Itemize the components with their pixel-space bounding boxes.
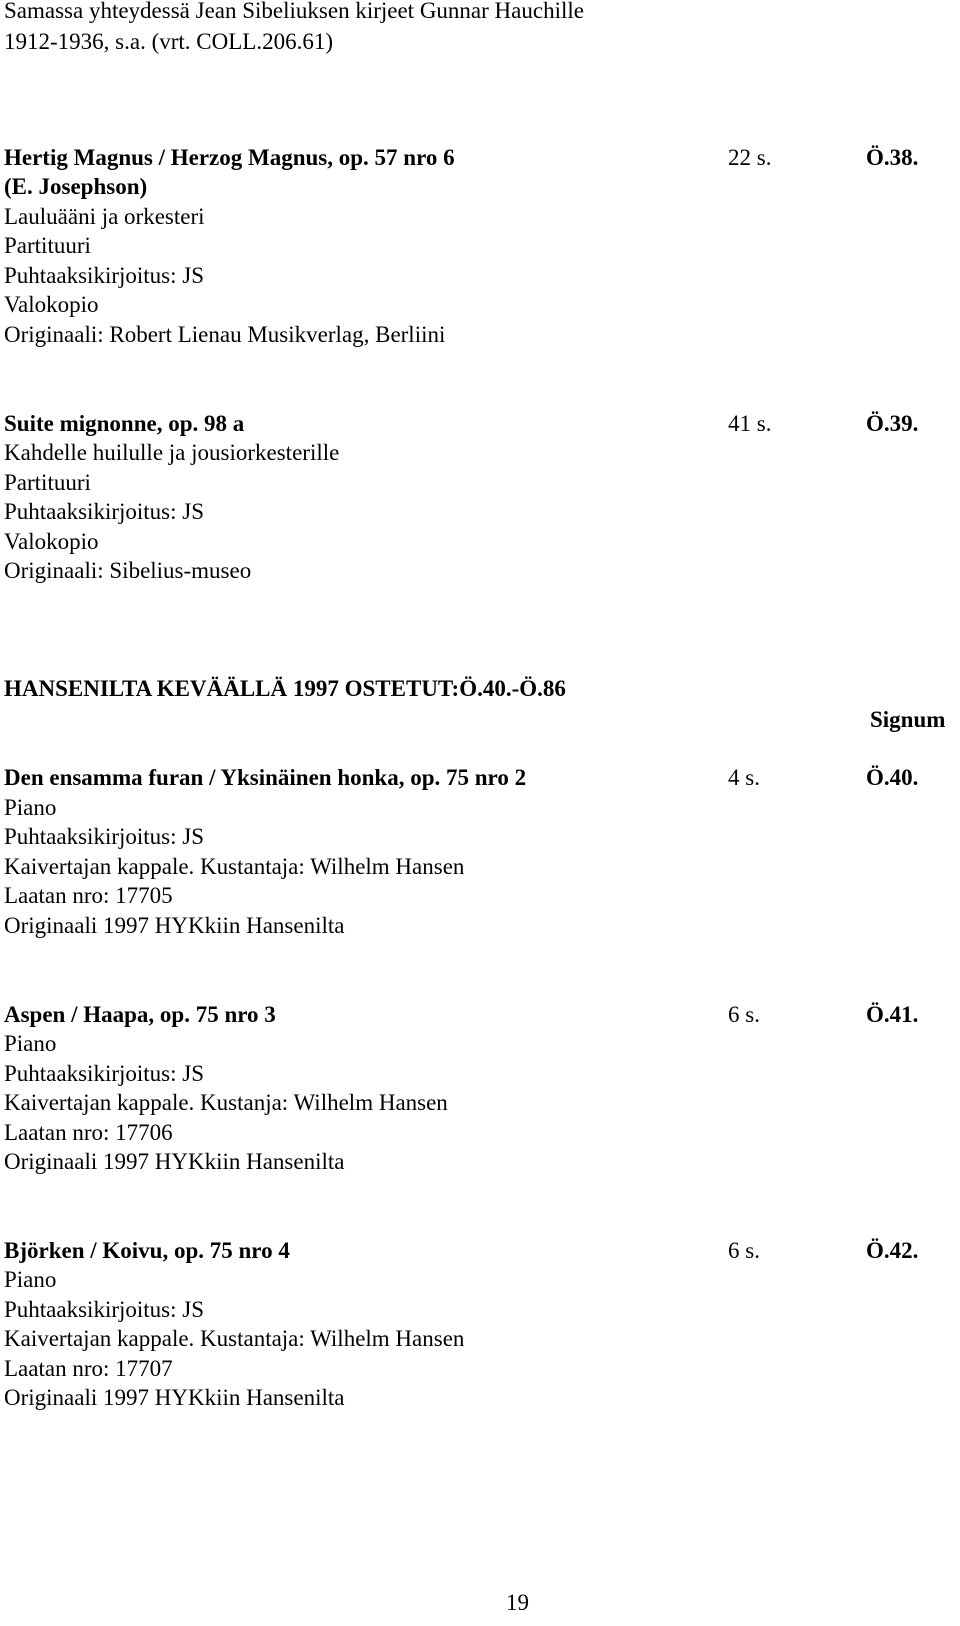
entry-detail: Originaali: Sibelius-museo [4, 558, 252, 583]
entry-detail: Puhtaaksikirjoitus: JS [4, 824, 204, 849]
entry-detail: Kaivertajan kappale. Kustanja: Wilhelm Hansen [4, 1090, 448, 1115]
entry-detail: Puhtaaksikirjoitus: JS [4, 1061, 204, 1086]
entry-pages: 41 s. [728, 411, 772, 436]
entry-title: Hertig Magnus / Herzog Magnus, op. 57 nro 6 [4, 145, 455, 170]
entry-detail: Partituuri [4, 233, 91, 258]
entry-detail: Partituuri [4, 470, 91, 495]
entry-detail: Puhtaaksikirjoitus: JS [4, 499, 204, 524]
entry-title: Den ensamma furan / Yksinäinen honka, op. 75 nro 2 [4, 765, 527, 790]
entry-detail: Puhtaaksikirjoitus: JS [4, 263, 204, 288]
section-heading: HANSENILTA KEVÄÄLLÄ 1997 OSTETUT:Ö.40.-Ö.86 [4, 676, 566, 701]
signum-column-label: Signum [870, 707, 946, 732]
entry-detail: Originaali 1997 HYKkiin Hansenilta [4, 1385, 345, 1410]
entry-pages: 6 s. [728, 1238, 760, 1263]
entry-signum: Ö.40. [866, 765, 919, 790]
entry-detail: Valokopio [4, 292, 99, 317]
page-number: 19 [506, 1590, 529, 1615]
entry-detail: Piano [4, 1031, 57, 1056]
entry-detail: Kahdelle huilulle ja jousiorkesterille [4, 440, 340, 465]
entry-detail: Originaali 1997 HYKkiin Hansenilta [4, 1149, 345, 1174]
entry-detail: Laatan nro: 17706 [4, 1120, 173, 1145]
entry-title: Aspen / Haapa, op. 75 nro 3 [4, 1002, 276, 1027]
entry-detail: Piano [4, 1267, 57, 1292]
entry-title: Björken / Koivu, op. 75 nro 4 [4, 1238, 290, 1263]
entry-signum: Ö.38. [866, 145, 919, 170]
entry-detail: Originaali: Robert Lienau Musikverlag, Berliini [4, 322, 446, 347]
entry-title: Suite mignonne, op. 98 a [4, 411, 245, 436]
entry-detail: Originaali 1997 HYKkiin Hansenilta [4, 913, 345, 938]
entry-detail: Lauluääni ja orkesteri [4, 204, 205, 229]
entry-signum: Ö.42. [866, 1238, 919, 1263]
entry-detail: Kaivertajan kappale. Kustantaja: Wilhelm Hansen [4, 1326, 465, 1351]
entry-detail: Puhtaaksikirjoitus: JS [4, 1297, 204, 1322]
entry-detail: Piano [4, 795, 57, 820]
header-line-1: Samassa yhteydessä Jean Sibeliuksen kirjeet Gunnar Hauchille [4, 0, 584, 23]
entry-detail: Laatan nro: 17705 [4, 883, 173, 908]
entry-signum: Ö.39. [866, 411, 919, 436]
entry-pages: 6 s. [728, 1002, 760, 1027]
entry-detail: Kaivertajan kappale. Kustantaja: Wilhelm Hansen [4, 854, 465, 879]
entry-pages: 22 s. [728, 145, 772, 170]
entry-detail: Laatan nro: 17707 [4, 1356, 173, 1381]
entry-pages: 4 s. [728, 765, 760, 790]
entry-signum: Ö.41. [866, 1002, 919, 1027]
entry-detail: Valokopio [4, 529, 99, 554]
header-line-2: 1912-1936, s.a. (vrt. COLL.206.61) [4, 29, 333, 54]
entry-title-continued: (E. Josephson) [4, 174, 148, 199]
